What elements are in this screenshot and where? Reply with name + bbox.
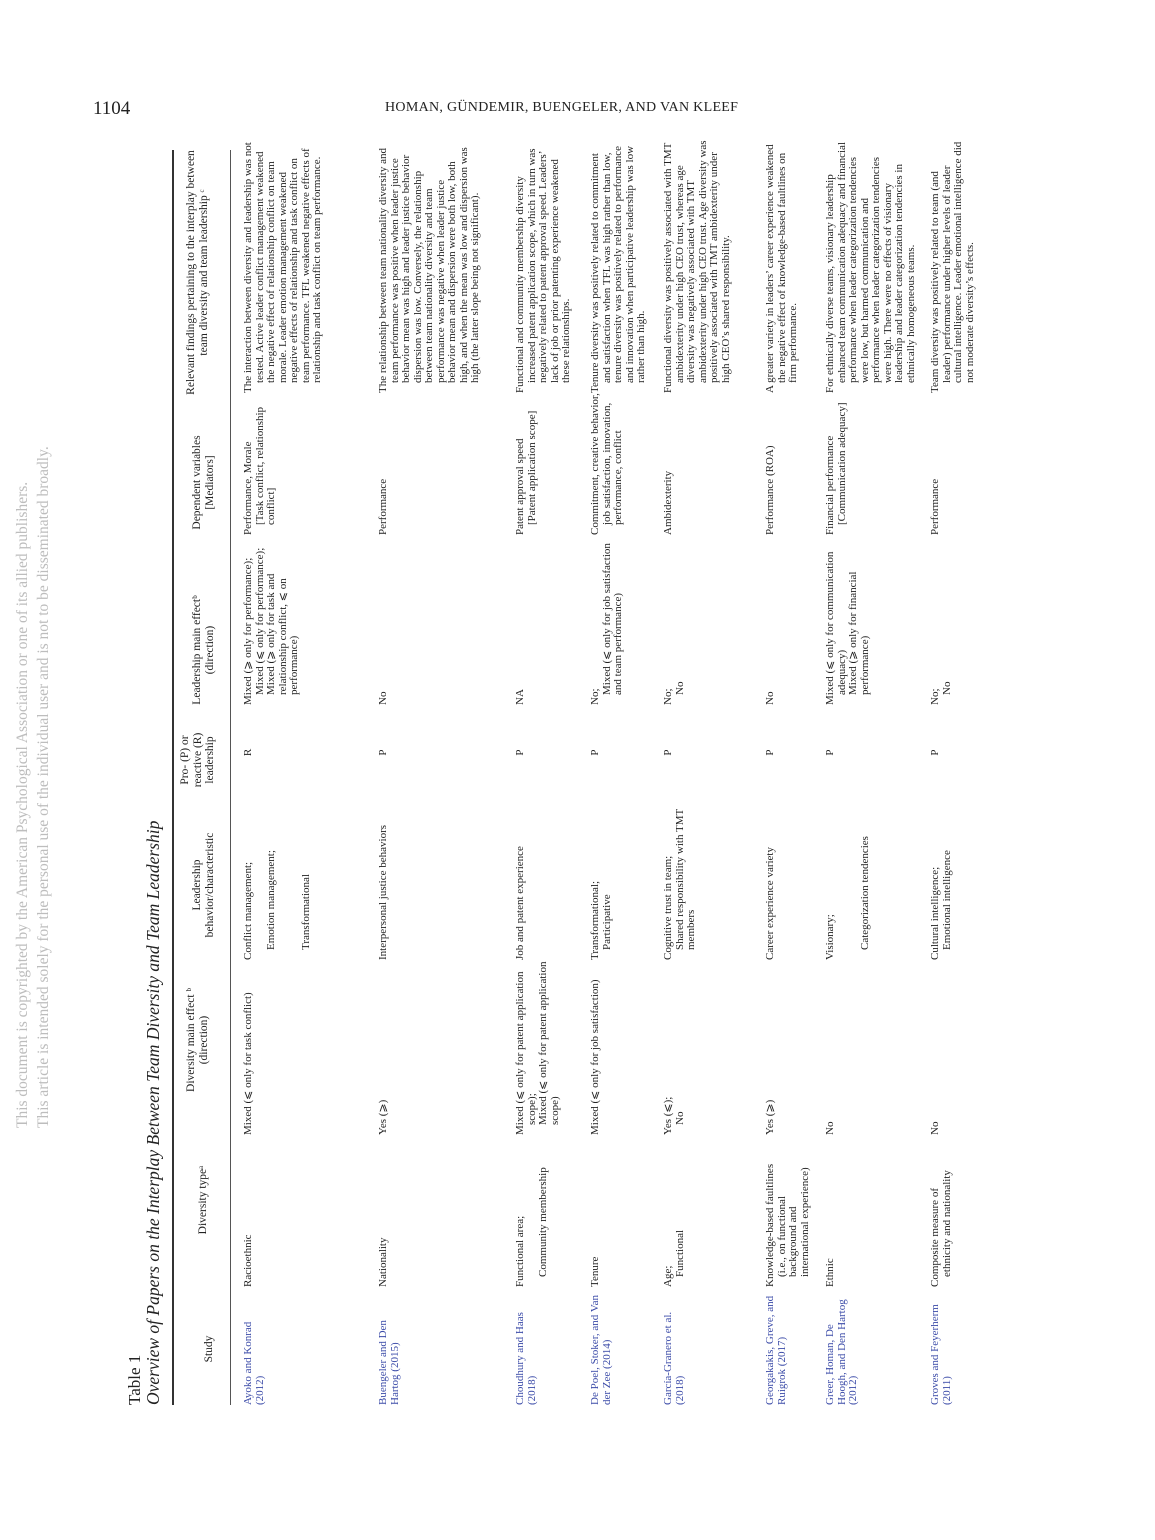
table-cell-dependent: Patent approval speed [Patent application scope] xyxy=(514,410,538,535)
table-cell-diversity-type: Racioethnic xyxy=(242,1234,254,1287)
table-cell-leadership-effect: Mixed (⩾ only for performance); Mixed (⩽ only for performance); Mixed (⩾ only for task and relationship conflict, ⩽ on performance) xyxy=(242,547,300,705)
table-cell-findings: Functional and community membership diversity increased patent application scope, which in turn was negatively related to patent approval speed. Leaders’ lack of job or prior patenting experience weakened these relationships. xyxy=(514,148,572,393)
table-cell-study: De Poel, Stoker, and Van der Zee (2014) xyxy=(589,1295,613,1405)
running-head: HOMAN, GÜNDEMIR, BUENGELER, AND VAN KLEEF xyxy=(385,100,739,115)
header-dependent: Dependent variables [Mediators] xyxy=(191,435,216,530)
table-cell-diversity-type: Tenure xyxy=(589,1256,601,1287)
table-cell-pro-reactive: P xyxy=(764,749,776,756)
table-cell-leadership-behavior: Career experience variety xyxy=(764,847,776,960)
header-study: Study xyxy=(203,1335,215,1363)
table-cell-leadership-behavior: Cognitive trust in team; Shared responsibility with TMT members xyxy=(662,808,697,960)
table-cell-leadership-behavior: Conflict management; Emotion management; Transformational xyxy=(242,850,312,960)
table-cell-findings: Team diversity was positively related to team (and leader) performance under higher levels of leader cultural intelligence. Leader emotional intelligence did not moderate diversity’s effects. xyxy=(929,141,976,393)
table-cell-leadership-behavior: Cultural intelligence; Emotional intelligence xyxy=(929,850,953,960)
table-cell-study: García-Granero et al. (2018) xyxy=(662,1311,686,1405)
header-findings: Relevant findings pertaining to the interplay between team diversity and team leadership ᶜ xyxy=(185,150,210,395)
table-cell-findings: The interaction between diversity and leadership was not tested. Active leader conflict management weakened the negative effect of relationship conflict on team morale. Leader emotion management weakened negative effects of relationship and task conflict on team performance. TFL weakened negative effects of relationship and task conflict on team performance. xyxy=(242,142,323,393)
header-leadership-effect: Leadership main effectᵇ (direction) xyxy=(191,595,216,705)
table-cell-leadership-effect: No; Mixed (⩽ only for job satisfaction and team performance) xyxy=(589,543,624,705)
table-cell-dependent: Performance, Morale [Task conflict, relationship conflict] xyxy=(242,406,277,535)
watermark-line-1: This document is copyrighted by the American Psychological Association or one of its allied publishers. xyxy=(14,481,31,1128)
table-cell-study: Greer, Homan, De Hoogh, and Den Hartog (2012) xyxy=(824,1299,859,1405)
table-cell-findings: For ethnically diverse teams, visionary leadership enhanced team communication adequacy and financial performance when leader categorization tendencies were low, but harmed communication and performance when leader categorization tendencies were high. There were no effects of visionary leadership and leader categorization tendencies in ethnically homogeneous teams. xyxy=(824,142,917,393)
table-cell-diversity-effect: Yes (⩾) xyxy=(377,1099,389,1135)
watermark-line-2: This article is intended solely for the personal use of the individual user and is not to be disseminated broadly. xyxy=(35,446,52,1128)
header-diversity-effect: Diversity main effect ᵇ (direction) xyxy=(185,988,210,1092)
table-cell-leadership-effect: No xyxy=(764,691,776,705)
table-cell-diversity-effect: No xyxy=(929,1121,941,1135)
table-cell-leadership-effect: No; No xyxy=(929,681,953,705)
table-cell-leadership-effect: NA xyxy=(514,689,526,705)
table-cell-diversity-effect: Yes (⩽); No xyxy=(662,1096,686,1135)
table-cell-pro-reactive: P xyxy=(589,749,601,756)
table-cell-leadership-behavior: Job and patent experience xyxy=(514,846,526,960)
header-diversity-type: Diversity typeᵃ xyxy=(197,1165,209,1235)
table-cell-dependent: Commitment, creative behavior, job satisfaction, innovation, performance, conflict xyxy=(589,393,624,535)
table-title: Overview of Papers on the Interplay Between Team Diversity and Team Leadership xyxy=(143,820,163,1405)
table-cell-leadership-behavior: Interpersonal justice behaviors xyxy=(377,824,389,960)
table-cell-dependent: Performance xyxy=(377,478,389,535)
rotated-table-block xyxy=(125,140,1045,1405)
table-cell-study: Groves and Feyerherm (2011) xyxy=(929,1304,953,1405)
table-cell-diversity-type: Age; Functional xyxy=(662,1229,686,1287)
table-cell-dependent: Performance (ROA) xyxy=(764,445,776,535)
table-cell-leadership-behavior: Visionary; Categorization tendencies xyxy=(824,836,871,960)
table-cell-study: Buengeler and Den Hartog (2015) xyxy=(377,1320,401,1405)
table-cell-findings: A greater variety in leaders’ career experience weakened the negative effect of knowledge-based faultlines on firm performance. xyxy=(764,144,799,393)
table-cell-findings: The relationship between team nationality diversity and team performance was positive when leader justice behavior mean was high and leader justice behavior dispersion was low. Conversely, the relationship between team nationality diversity and team performance was negative when leader justice behavior mean and dispersion were both low, both high, and when the mean was low and dispersion was high (the latter slope being not significant). xyxy=(377,147,481,393)
table-cell-leadership-effect: No; No xyxy=(662,681,686,705)
table-cell-diversity-effect: Mixed (⩽ only for patent application scope); Mixed (⩽ only for patent application scope) xyxy=(514,961,561,1135)
copyright-watermark xyxy=(12,428,54,1128)
table-cell-diversity-type: Composite measure of ethnicity and nationality xyxy=(929,1170,953,1287)
table-cell-pro-reactive: P xyxy=(929,749,941,756)
table-cell-diversity-type: Nationality xyxy=(377,1237,389,1287)
table-cell-diversity-type: Functional area; Community membership xyxy=(514,1167,549,1287)
header-pro-reactive: Pro- (P) or reactive (R) leadership xyxy=(179,732,216,788)
table-cell-diversity-type: Ethnic xyxy=(824,1258,836,1287)
page-number: 1104 xyxy=(93,98,131,119)
table-cell-study: Ayoko and Konrad (2012) xyxy=(242,1321,266,1405)
table-header-rule xyxy=(230,150,231,1405)
table-cell-leadership-behavior: Transformational; Participative xyxy=(589,880,613,960)
table-cell-diversity-effect: Mixed (⩽ only for job satisfaction) xyxy=(589,979,601,1135)
table-top-rule xyxy=(172,150,174,1405)
table-cell-leadership-effect: No xyxy=(377,691,389,705)
table-cell-study: Choudhury and Haas (2018) xyxy=(514,1312,538,1405)
table-cell-diversity-effect: No xyxy=(824,1121,836,1135)
table-cell-dependent: Ambidexterity xyxy=(662,470,674,535)
table-cell-diversity-type: Knowledge-based faultlines (i.e., on functional background and international experience) xyxy=(764,1163,811,1287)
header-leadership-behavior: Leadership behavior/characteristic xyxy=(191,832,216,938)
table-cell-pro-reactive: P xyxy=(662,749,674,756)
table-cell-findings: Functional diversity was positively associated with TMT ambidexterity under high CEO trust, whereas age diversity was negatively associated with TMT ambidexterity under high CEO trust. Age diversity was positively associated with TMT ambidexterity under high CEO’s shared responsibility. xyxy=(662,140,732,393)
table-cell-pro-reactive: P xyxy=(514,749,526,756)
table-cell-findings: Tenure diversity was positively related to commitment and satisfaction when TFL was high rather than low, tenure diversity was positively related to performance and innovation when participative leadership was low rather than high. xyxy=(589,145,647,393)
table-cell-pro-reactive: P xyxy=(824,749,836,756)
table-cell-dependent: Performance xyxy=(929,478,941,535)
table-cell-pro-reactive: P xyxy=(377,749,389,756)
table-cell-diversity-effect: Mixed (⩽ only for task conflict) xyxy=(242,992,254,1135)
table-cell-leadership-effect: Mixed (⩽ only for communication adequacy) Mixed (⩾ only for financial performance) xyxy=(824,551,871,705)
table-label: Table 1 xyxy=(125,1354,144,1405)
table-cell-pro-reactive: R xyxy=(242,748,254,757)
table-cell-diversity-effect: Yes (⩾) xyxy=(764,1099,776,1135)
table-cell-dependent: Financial performance [Communication adequacy] xyxy=(824,402,848,535)
table-cell-study: Georgakakis, Greve, and Ruigrok (2017) xyxy=(764,1295,788,1405)
